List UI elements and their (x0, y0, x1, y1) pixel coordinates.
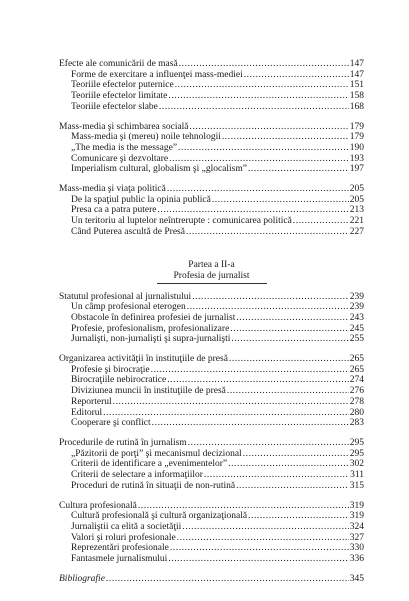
section-spacer (59, 175, 364, 184)
leader-dots (243, 449, 349, 460)
leader-dots (106, 574, 349, 585)
toc-section-heading[interactable] (59, 122, 364, 133)
toc-section-heading[interactable] (59, 184, 364, 195)
toc-part-one-sections (59, 59, 364, 247)
leader-dots (152, 418, 349, 429)
toc-entry-page: 168 (349, 101, 364, 112)
section-spacer (59, 492, 364, 501)
toc-entry-title: Proceduri de rutină în situaţii de non-rutină (71, 480, 236, 491)
toc-section-heading[interactable] (59, 354, 364, 365)
toc-entry-page: 243 (349, 312, 364, 323)
toc-entry-page: 213 (349, 205, 364, 216)
toc-subsection-entry[interactable] (59, 195, 364, 206)
toc-entry-title: Cooperare şi conflict (71, 418, 151, 429)
toc-entry-title: Reprezentări profesionale (71, 543, 169, 554)
toc-section (59, 184, 364, 247)
toc-entry-page: 330 (349, 543, 364, 554)
leader-dots (175, 80, 349, 91)
leader-dots (186, 227, 349, 238)
toc-entry-title: Valori şi roluri profesionale (71, 532, 176, 543)
toc-entry-title: Jurnaliştii ca elită a societăţii (71, 521, 182, 532)
toc-subsection-entry[interactable] (59, 418, 364, 429)
leader-dots (248, 511, 349, 522)
toc-section (59, 354, 364, 438)
toc-subsection-entry[interactable] (59, 154, 364, 165)
toc-subsection-entry[interactable] (59, 375, 364, 386)
leader-dots (113, 397, 349, 408)
leader-dots (229, 354, 349, 365)
toc-section-heading[interactable] (59, 292, 364, 303)
leader-dots (151, 365, 349, 376)
toc-section (59, 501, 364, 574)
leader-dots (228, 459, 349, 470)
toc-entry-page: 276 (349, 386, 364, 397)
toc-section (59, 438, 364, 501)
toc-entry-title: Teoriile efectelor slabe (71, 101, 158, 112)
toc-subsection-entry[interactable] (59, 481, 364, 492)
toc-entry-page: 221 (349, 216, 364, 227)
toc-entry-title: Diviziunea muncii în instituţiile de presă (71, 386, 226, 397)
part-title: Profesia de jurnalist (173, 270, 250, 281)
toc-subsection-entry[interactable] (59, 449, 364, 460)
toc-entry-page: 158 (349, 91, 364, 102)
leader-dots (159, 102, 349, 113)
leader-dots (168, 91, 348, 102)
toc-entry-page: 179 (349, 132, 364, 143)
toc-subsection-entry[interactable] (59, 313, 364, 324)
leader-dots (212, 195, 349, 206)
toc-entry-title: Mass-media şi (mereu) noile tehnologii (71, 132, 221, 143)
toc-entry-title: Cultură profesională şi cultură organizaţională (71, 511, 248, 522)
table-of-contents (59, 59, 364, 584)
toc-subsection-entry[interactable] (59, 205, 364, 216)
toc-subsection-entry[interactable] (59, 91, 364, 102)
section-spacer (59, 565, 364, 574)
toc-entry-page: 245 (349, 323, 364, 334)
toc-entry-page: 265 (349, 364, 364, 375)
toc-entry-page: 311 (350, 470, 364, 481)
toc-entry-title: Jurnalişti, non-jurnalişti şi supra-jurnalişti (71, 334, 231, 345)
toc-subsection-entry[interactable] (59, 164, 364, 175)
toc-entry-page: 280 (349, 407, 364, 418)
toc-entry-title: Cultura profesională (59, 500, 137, 511)
toc-entry-page: 205 (349, 184, 364, 195)
toc-subsection-entry[interactable] (59, 533, 364, 544)
toc-entry-page: 274 (349, 375, 364, 386)
toc-subsection-entry[interactable] (59, 522, 364, 533)
toc-entry-title: Un teritoriu al luptelor neîntrerupte : comunicarea politică (71, 216, 292, 227)
toc-subsection-entry[interactable] (59, 302, 364, 313)
leader-dots (167, 375, 349, 386)
toc-subsection-entry[interactable] (59, 132, 364, 143)
toc-entry-title: Organizarea activităţii în instituţiile de presă (59, 354, 228, 365)
leader-dots (138, 501, 349, 512)
toc-entry-title: Bibliografie (59, 573, 105, 584)
toc-subsection-entry[interactable] (59, 511, 364, 522)
toc-entry-title: Efecte ale comunicării de masă (59, 59, 178, 69)
toc-entry-page: 324 (349, 521, 364, 532)
toc-subsection-entry[interactable] (59, 543, 364, 554)
toc-section (59, 122, 364, 185)
toc-entry-page: 205 (349, 194, 364, 205)
toc-subsection-entry[interactable] (59, 470, 364, 481)
toc-entry-page: 239 (349, 291, 364, 302)
toc-subsection-entry[interactable] (59, 80, 364, 91)
leader-dots (248, 164, 349, 175)
toc-section-heading[interactable] (59, 501, 364, 512)
toc-entry-title: Editorul (71, 407, 103, 418)
toc-part-two-sections (59, 292, 364, 574)
toc-entry-title: Presa ca a patra putere (71, 205, 157, 216)
leader-dots (192, 292, 349, 303)
toc-entry-title: Teoriile efectelor limitate (71, 91, 168, 102)
leader-dots (179, 59, 349, 70)
leader-dots (178, 143, 349, 154)
toc-entry-bibliography[interactable] (59, 574, 364, 585)
toc-subsection-entry[interactable] (59, 216, 364, 227)
toc-subsection-entry[interactable] (59, 554, 364, 565)
leader-dots (168, 554, 348, 565)
toc-entry-title: Când Puterea ascultă de Presă (71, 226, 185, 237)
toc-entry-title: Procedurile de rutină în jurnalism (59, 437, 187, 448)
toc-entry-page: 319 (349, 511, 364, 522)
toc-entry-title: De la spaţiul public la opinia publică (71, 194, 211, 205)
toc-entry-title: Criterii de identificare a „evenimentelor” (71, 459, 228, 470)
toc-entry-page: 295 (349, 448, 364, 459)
toc-entry-page: 151 (349, 80, 364, 91)
toc-entry-page: 283 (349, 418, 364, 429)
leader-dots (182, 522, 348, 533)
toc-entry-page: 255 (349, 334, 364, 345)
toc-entry-title: Birocraţiile nebirocratice (71, 375, 167, 386)
toc-subsection-entry[interactable] (59, 397, 364, 408)
toc-entry-title: Mass-media şi schimbarea socială (59, 121, 189, 132)
leader-dots (190, 122, 349, 133)
leader-dots (230, 324, 348, 335)
toc-entry-page: 147 (349, 59, 364, 69)
toc-entry-title: Teoriile efectelor puternice (71, 80, 174, 91)
toc-entry-page: 265 (349, 354, 364, 365)
toc-entry-page: 179 (349, 121, 364, 132)
toc-entry-page: 239 (349, 302, 364, 313)
toc-entry-title: Obstacole în definirea profesiei de jurnalist (71, 312, 236, 323)
toc-subsection-entry[interactable] (59, 334, 364, 345)
toc-subsection-entry[interactable] (59, 227, 364, 238)
leader-dots (231, 334, 348, 345)
section-spacer (59, 345, 364, 354)
toc-section-heading[interactable] (59, 438, 364, 449)
toc-entry-title: Mass-media şi viaţa politică (59, 184, 166, 195)
toc-subsection-entry[interactable] (59, 324, 364, 335)
toc-entry-page: 315 (349, 480, 364, 491)
toc-subsection-entry[interactable] (59, 386, 364, 397)
toc-entry-title: Forme de exercitare a influenţei mass-mediei (71, 69, 243, 80)
toc-subsection-entry[interactable] (59, 70, 364, 81)
leader-dots (236, 481, 349, 492)
toc-entry-page: 302 (349, 459, 364, 470)
leader-dots (157, 205, 348, 216)
leader-dots (170, 543, 349, 554)
toc-entry-page: 227 (349, 226, 364, 237)
toc-entry-page: 193 (349, 153, 364, 164)
toc-entry-title: Profesie, profesionalism, profesionalizare (71, 323, 230, 334)
leader-dots (187, 302, 349, 313)
toc-entry-title: „Păzitorii de porţi” şi mecanismul decizional (71, 448, 242, 459)
part-title-rule (157, 283, 267, 284)
toc-subsection-entry[interactable] (59, 143, 364, 154)
toc-entry-page: 327 (349, 532, 364, 543)
leader-dots (244, 70, 349, 81)
toc-entry-page: 197 (349, 164, 364, 175)
toc-entry-title: Imperialism cultural, globalism şi „glocalism” (71, 164, 247, 175)
section-spacer (59, 113, 364, 122)
section-spacer (59, 429, 364, 438)
toc-entry-title: „The media is the message” (71, 142, 178, 153)
toc-entry-page: 336 (349, 554, 364, 565)
leader-dots (227, 386, 349, 397)
toc-entry-title: Reporterul (71, 396, 112, 407)
toc-entry-page: 319 (349, 500, 364, 511)
leader-dots (177, 533, 349, 544)
leader-dots (293, 216, 349, 227)
toc-entry-title: Criterii de selectare a informaţiilor (71, 470, 203, 481)
toc-entry-page: 345 (349, 573, 364, 584)
toc-subsection-entry[interactable] (59, 459, 364, 470)
toc-entry-title: Fantasmele jurnalismului (71, 554, 168, 565)
toc-section (59, 292, 364, 355)
toc-entry-title: Un câmp profesional eterogen (71, 302, 186, 313)
leader-dots (204, 470, 349, 481)
toc-entry-page: 147 (349, 69, 364, 80)
leader-dots (103, 408, 349, 419)
part-label: Partea a II-a (188, 259, 235, 270)
toc-subsection-entry[interactable] (59, 365, 364, 376)
toc-entry-page: 295 (349, 437, 364, 448)
leader-dots (169, 154, 349, 165)
toc-entry-title: Profesie şi birocraţie (71, 364, 150, 375)
toc-entry-title: Comunicare şi dezvoltare (71, 153, 169, 164)
toc-entry-page: 190 (349, 142, 364, 153)
toc-subsection-entry[interactable] (59, 408, 364, 419)
leader-dots (222, 132, 349, 143)
toc-entry-title: Statutul profesional al jurnalistului (59, 291, 192, 302)
leader-dots (167, 184, 349, 195)
section-spacer (59, 238, 364, 247)
toc-subsection-entry[interactable] (59, 102, 364, 113)
toc-section-heading[interactable] (59, 59, 364, 70)
leader-dots (188, 438, 349, 449)
leader-dots (236, 313, 348, 324)
toc-section (59, 59, 364, 122)
toc-entry-page: 278 (349, 396, 364, 407)
